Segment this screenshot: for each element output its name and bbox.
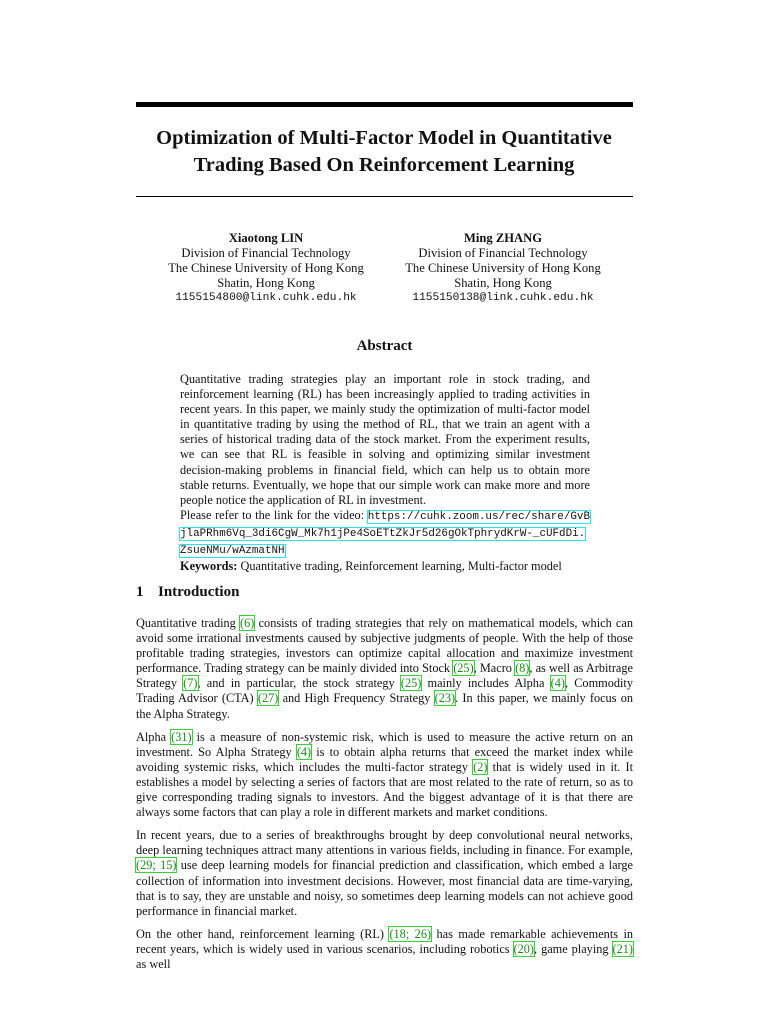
citation-link[interactable]: (29; 15): [136, 858, 177, 873]
title-rule: [136, 196, 633, 197]
abstract-paragraph: Quantitative trading strategies play an important role in stock trading, and reinforcement learning (RL) has been increasingly applied to trading activities in recent years. In this paper, we mainly study the optimization of multi-factor model in quantitative trading by using the method of RL, that we train an agent with a series of historical trading data of the stock market. From the experiment results, we can see that RL is feasible in solving and optimizing similar investment decision-making problems in financial field, which can help us to obtain more stable returns. Eventually, we hope that our simple work can make more and more people notice the application of RL in investment.: [180, 372, 590, 507]
section-title: Introduction: [158, 584, 240, 600]
author-block-1: [136, 231, 396, 306]
author-university: The Chinese University of Hong Kong: [405, 261, 601, 275]
author-location: Shatin, Hong Kong: [454, 276, 552, 290]
citation-link[interactable]: (20): [513, 941, 535, 956]
section-number: 1: [136, 584, 144, 600]
author-department: Division of Financial Technology: [418, 246, 588, 260]
keywords-line: [180, 559, 590, 574]
citation-link[interactable]: (27): [257, 691, 279, 706]
author-location: Shatin, Hong Kong: [217, 276, 315, 290]
author-name: Ming ZHANG: [463, 231, 543, 245]
video-prefix: Please refer to the link for the video:: [180, 507, 368, 522]
body-paragraph: Quantitative trading (6) consists of trading strategies that rely on mathematical models, which can avoid some irrational investments caused by subjective judgments of people. With the help of those profitable trading strategies, investors can optimize capital allocation and maximize investment performance. Trading strategy can be mainly divided into Stock (25), Macro (8), as well as Arbitrage Strategy (7), and in particular, the stock strategy (25) mainly includes Alpha (4), Commodity Trading Advisor (CTA) (27) and High Frequency Strategy (23). In this paper, we mainly focus on the Alpha Strategy.: [136, 616, 633, 721]
citation-link[interactable]: (2): [473, 759, 488, 774]
keywords-label: Keywords:: [180, 559, 238, 574]
citation-link[interactable]: (21): [612, 941, 633, 956]
introduction-body: [136, 616, 633, 980]
citation-link[interactable]: (8): [515, 661, 530, 676]
author-name: Xiaotong LIN: [228, 231, 304, 245]
author-email: 1155150138@link.cuhk.edu.hk: [412, 292, 594, 304]
author-department: Division of Financial Technology: [181, 246, 351, 260]
abstract-body: [180, 372, 590, 574]
body-paragraph: In recent years, due to a series of breakthroughs brought by deep convolutional neural networks, deep learning techniques attract many attentions in various fields, including in finance. For example, (29; 15) use deep learning models for financial prediction and classification, which embed a large collection of information into investment decisions. However, most financial data are time-varying, that is to say, they are unstable and noisy, so sometimes deep learning models can not achieve good performance in financial market.: [136, 828, 634, 918]
abstract-heading: Abstract: [356, 338, 413, 354]
video-link[interactable]: https://cuhk.zoom.us/rec/share/GvBjlaPRhm6Vq_3di6CgW_Mk7h1jPe4SoETtZkJr5d26gOkTphrydKrW-_cUFdDi.ZsueNMu/wAzmatNH: [180, 510, 590, 558]
section-heading: [136, 584, 239, 601]
top-rule: [136, 102, 633, 107]
citation-link[interactable]: (23): [434, 691, 456, 706]
citation-link[interactable]: (6): [240, 616, 255, 630]
citation-link[interactable]: (25): [453, 661, 474, 676]
citation-link[interactable]: (31): [171, 729, 192, 744]
video-line: [180, 508, 590, 559]
keywords-text: Quantitative trading, Reinforcement learning, Multi-factor model: [240, 559, 562, 574]
paper-title: Optimization of Multi-Factor Model in Quantitative Trading Based On Reinforcement Learning: [156, 127, 612, 176]
citation-link[interactable]: (4): [550, 676, 565, 691]
citation-link[interactable]: (18; 26): [389, 926, 432, 941]
author-block-2: [373, 231, 633, 306]
author-email: 1155154800@link.cuhk.edu.hk: [175, 292, 357, 304]
citation-link[interactable]: (7): [183, 676, 198, 691]
author-university: The Chinese University of Hong Kong: [168, 261, 364, 275]
body-paragraph: On the other hand, reinforcement learning (RL) (18; 26) has made remarkable achievements in recent years, which is widely used in various scenarios, including robotics (20), game playing (21) as well: [136, 926, 634, 971]
citation-link[interactable]: (4): [296, 744, 312, 759]
body-paragraph: Alpha (31) is a measure of non-systemic risk, which is used to measure the active return on an investment. So Alpha Strategy (4) is to obtain alpha returns that exceed the market index while avoiding systemic risks, which includes the multi-factor strategy (2) that is widely used in it. It establishes a model by selecting a series of factors that are most related to the rate of return, so as to give corresponding trading signals to investors. And the biggest advantage of it is that there are always some factors that can play a role in different markets and market conditions.: [136, 729, 633, 820]
citation-link[interactable]: (25): [400, 676, 422, 691]
